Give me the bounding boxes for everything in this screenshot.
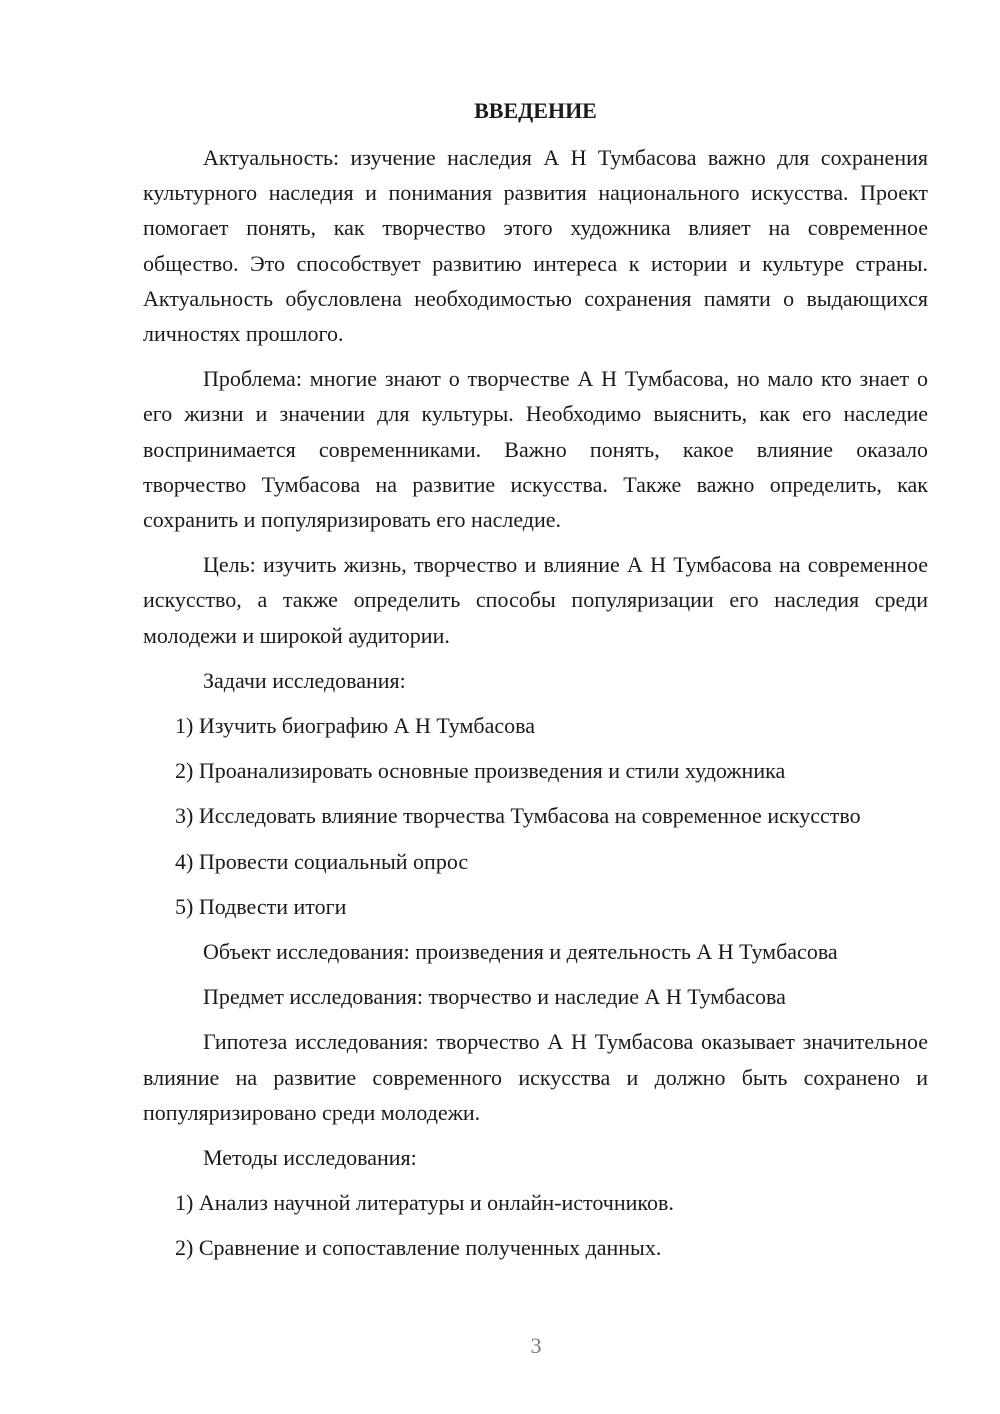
section-title: ВВЕДЕНИЕ	[474, 98, 597, 123]
document-page	[143, 96, 928, 1276]
hypothesis-paragraph: Гипотеза исследования: творчество А Н Тумбасова оказывает значительное влияние на развитие современного искусства и должно быть сохранено и популяризировано среди молодежи.	[143, 1029, 928, 1125]
relevance-paragraph: Актуальность: изучение наследия А Н Тумбасова важно для сохранения культурного наследия и понимания развития национального искусства. Проект помогает понять, как творчество этого художника влияет на современное общество. Это способствует развитию интереса к истории и культуре страны. Актуальность обусловлена необходимостью сохранения памяти о выдающихся личностях прошлого.	[143, 145, 928, 347]
research-object: Объект исследования: произведения и деятельность А Н Тумбасова	[203, 939, 838, 965]
tasks-heading: Задачи исследования:	[203, 667, 406, 693]
task-item: 1) Изучить биографию А Н Тумбасова	[175, 713, 535, 739]
research-subject: Предмет исследования: творчество и наследие А Н Тумбасова	[203, 984, 786, 1010]
task-item: 2) Проанализировать основные произведения и стили художника	[175, 758, 786, 784]
method-item: 2) Сравнение и сопоставление полученных данных.	[175, 1235, 662, 1261]
task-item: 4) Провести социальный опрос	[175, 848, 469, 874]
task-item: 5) Подвести итоги	[175, 893, 347, 919]
goal-paragraph: Цель: изучить жизнь, творчество и влияние А Н Тумбасова на современное искусство, а также определить способы популяризации его наследия среди молодежи и широкой аудитории.	[143, 552, 928, 648]
page-number: 3	[530, 1333, 542, 1358]
method-item: 1) Анализ научной литературы и онлайн-источников.	[175, 1190, 674, 1216]
problem-paragraph: Проблема: многие знают о творчестве А Н Тумбасова, но мало кто знает о его жизни и значении для культуры. Необходимо выяснить, как его наследие воспринимается современниками. Важно понять, какое влияние оказало творчество Тумбасова на развитие искусства. Также важно определить, как сохранить и популяризировать его наследие.	[143, 366, 928, 533]
task-item: 3) Исследовать влияние творчества Тумбасова на современное искусство	[175, 803, 861, 829]
methods-heading: Методы исследования:	[203, 1145, 417, 1171]
